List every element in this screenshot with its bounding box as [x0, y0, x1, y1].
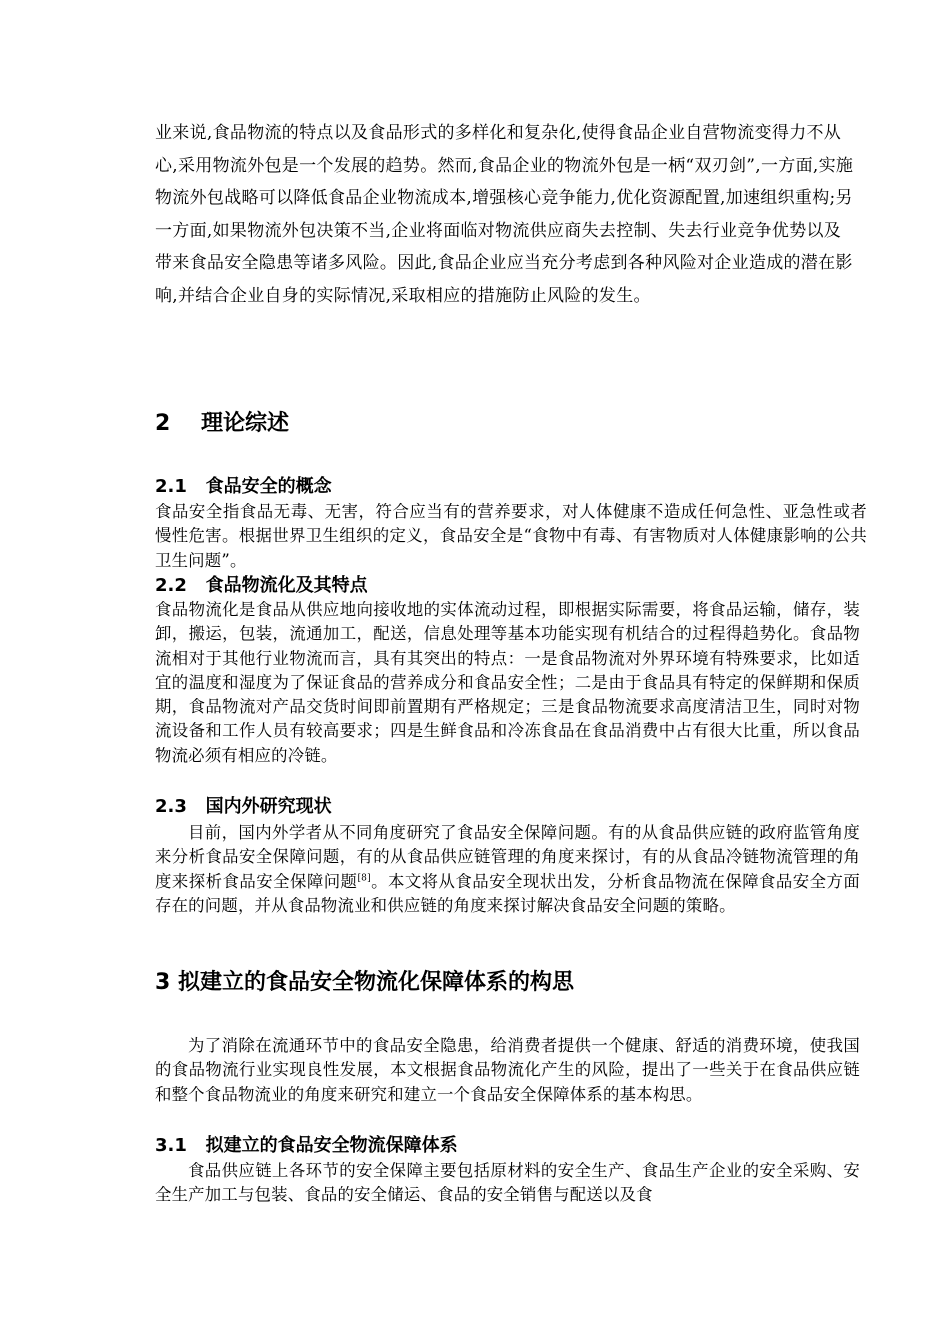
intro-paragraph: 业来说,食品物流的特点以及食品形式的多样化和复杂化,使得食品企业自营物流变得力不从心,采用物流外包是一个发展的趋势。然而,食品企业的物流外包是一柄“双刃剑”,一方面,实施物流外包战略可以降低食品企业物流成本,增强核心竞争能力,优化资源配置,加速组织重构;另一方面,如果物流外包决策不当,企业将面临对物流供应商失去控制、失去行业竞争优势以及带来食品安全隐患等诸多风险。因此,食品企业应当充分考虑到各种风险对企业造成的潜在影响,并结合企业自身的实际情况,采取相应的措施防止风险的发生。	[155, 123, 854, 306]
section-3-heading: 3 拟建立的食品安全物流化保障体系的构思	[155, 970, 574, 995]
section-2-2-text: 食品物流化是食品从供应地向接收地的实体流动过程，即根据实际需要，将食品运输，储存，装卸，搬运，包装，流通加工，配送，信息处理等基本功能实现有机结合的过程得趋势化。食品物流相对于其他行业物流而言，具有其突出的特点：一是食品物流对外界环境有特殊要求，比如适宜的温度和湿度为了保证食品的营养成分和食品安全性；二是由于食品具有特定的保鲜期和保质期，食品物流对产品交货时间即前置期有严格规定；三是食品物流要求高度清洁卫生，同时对物流设备和工作人员有较高要求；四是生鲜食品和冷冻食品在食品消费中占有很大比重，所以食品物流必须有相应的冷链。	[155, 600, 860, 765]
section-3-1-heading: 3.1 拟建立的食品安全物流保障体系	[155, 1135, 458, 1156]
citation-ref: [8]	[357, 873, 371, 884]
section-2-3-text	[155, 821, 860, 918]
section-2-3-text-part1: 目前，国内外学者从不同角度研究了食品安全保障问题。有的从食品供应链的政府监管角度来分析食品安全保障问题，有的从食品供应链管理的角度来探讨，有的从食品冷链物流管理的角度来探析食品安全保障问题	[155, 823, 860, 891]
section-2-3-heading: 2.3 国内外研究现状	[155, 796, 332, 817]
section-2-1-text: 食品安全指食品无毒、无害，符合应当有的营养要求，对人体健康不造成任何急性、亚急性或者慢性危害。根据世界卫生组织的定义，食品安全是“食物中有毒、有害物质对人体健康影响的公共卫生问题”。	[155, 502, 867, 570]
section-2-2-heading: 2.2 食品物流化及其特点	[155, 575, 368, 596]
section-3-1-text: 食品供应链上各环节的安全保障主要包括原材料的安全生产、食品生产企业的安全采购、安全生产加工与包装、食品的安全储运、食品的安全销售与配送以及食	[155, 1161, 860, 1205]
section-2-3-text-part2: 。本文将从食品安全现状出发，分析食品物流在保障食品安全方面存在的问题，并从食品物流业和供应链的角度来探讨解决食品安全问题的策略。	[155, 871, 860, 915]
section-2-1-heading: 2.1 食品安全的概念	[155, 476, 332, 497]
section-3-text: 为了消除在流通环节中的食品安全隐患，给消费者提供一个健康、舒适的消费环境，使我国的食品物流行业实现良性发展，本文根据食品物流化产生的风险，提出了一些关于在食品供应链和整个食品物流业的角度来研究和建立一个食品安全保障体系的基本构思。	[155, 1036, 860, 1104]
section-2-heading: 2 理论综述	[155, 411, 289, 436]
